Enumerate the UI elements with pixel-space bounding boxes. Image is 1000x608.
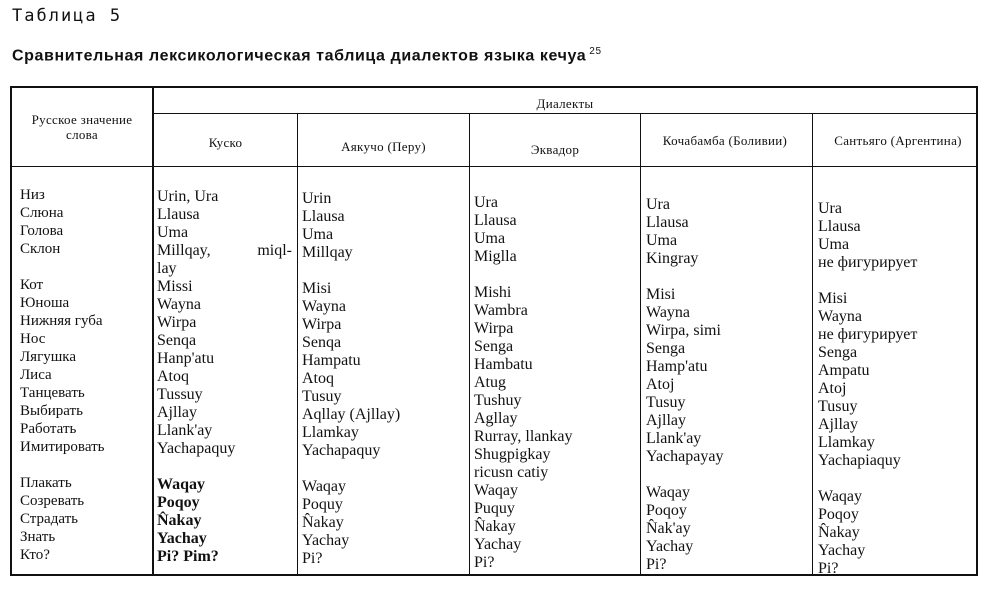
santiago-row: Tusuy — [818, 398, 858, 415]
ecuador-row: Waqay — [474, 482, 519, 499]
cusco-row: Poqoy — [157, 494, 200, 511]
col-sep-ecuador — [640, 114, 641, 576]
header-ayacucho: Аякучо (Перу) — [341, 139, 426, 154]
cochabamba-row: Hamp'atu — [646, 358, 708, 375]
column-ecuador — [474, 194, 572, 572]
santiago-row: Ajllay — [818, 416, 858, 433]
cochabamba-row: Llank'ay — [646, 430, 702, 447]
ru-row: Кот — [20, 277, 44, 293]
ru-row: Знать — [20, 529, 56, 545]
ecuador-row: Tushuy — [474, 392, 522, 409]
cusco-row: Wirpa — [157, 314, 197, 331]
header-santiago: Сантьяго (Аргентина) — [834, 133, 962, 148]
ru-row: Танцевать — [20, 385, 85, 401]
cusco-row: Llausa — [157, 206, 200, 223]
cochabamba-row: Senga — [646, 340, 686, 357]
ru-row: Лиса — [20, 367, 52, 383]
ru-row: Слюна — [20, 205, 64, 221]
cochabamba-row: Yachay — [646, 538, 694, 555]
ayacucho-row: Millqay — [302, 244, 353, 261]
ecuador-row: ricusn catiy — [474, 464, 549, 481]
ayacucho-row: Senqa — [302, 334, 342, 351]
santiago-row: Misi — [818, 290, 848, 307]
ru-row: Низ — [20, 187, 45, 203]
cusco-row: Atoq — [157, 368, 189, 385]
footnote-ref: 25 — [589, 46, 602, 57]
ru-row: Страдать — [20, 511, 79, 527]
cochabamba-row: Waqay — [646, 484, 691, 501]
cusco-row: Urin, Ura — [157, 188, 219, 205]
cusco-row: Yachay — [157, 530, 207, 547]
table-top-border — [10, 86, 978, 88]
cochabamba-row: Misi — [646, 286, 676, 303]
ecuador-row: Pi? — [474, 554, 495, 571]
ru-row: Нос — [20, 331, 46, 347]
ayacucho-row: Uma — [302, 226, 334, 243]
ru-row: Работать — [20, 421, 77, 437]
cochabamba-row: Kingray — [646, 250, 699, 267]
ru-row: Юноша — [20, 295, 70, 311]
ru-row: Нижняя губа — [20, 313, 103, 329]
cusco-row-split — [157, 242, 292, 260]
santiago-row: Pi? — [818, 560, 839, 577]
ecuador-row: Shugpigkay — [474, 446, 551, 463]
column-russian — [20, 186, 105, 564]
ecuador-row: Wirpa — [474, 320, 514, 337]
cochabamba-row: Pi? — [646, 556, 667, 573]
col-sep-cusco — [297, 114, 298, 576]
ru-row: Кто? — [20, 547, 50, 563]
column-ayacucho — [302, 190, 400, 568]
cochabamba-row: Tusuy — [646, 394, 686, 411]
ecuador-row: Senga — [474, 338, 514, 355]
cusco-row: Waqay — [157, 476, 206, 493]
cochabamba-row: Yachapayay — [646, 448, 724, 465]
ayacucho-row: Urin — [302, 190, 332, 207]
santiago-row: N̂akay — [818, 524, 860, 541]
comparison-table — [10, 86, 978, 578]
cochabamba-row: Ura — [646, 196, 670, 213]
cusco-row: Ajllay — [157, 404, 197, 421]
table-left-border — [10, 86, 12, 576]
cochabamba-row: Atoj — [646, 376, 675, 393]
cusco-row: Wayna — [157, 296, 202, 313]
cusco-row: Tussuy — [157, 386, 203, 403]
cochabamba-row: Llausa — [646, 214, 689, 231]
column-santiago — [818, 200, 917, 578]
cusco-row: Pi? Pim? — [157, 548, 219, 565]
header-dialects: Диалекты — [536, 96, 594, 111]
header-cochabamba: Кочабамба (Боливии) — [662, 133, 788, 148]
cochabamba-row: Wirpa, simi — [646, 322, 721, 339]
cochabamba-row: N̂ak'ay — [646, 520, 691, 537]
santiago-row: Wayna — [818, 308, 863, 325]
cusco-word: miql- — [257, 242, 292, 259]
cusco-row: Missi — [157, 278, 193, 295]
cochabamba-row: Wayna — [646, 304, 691, 321]
col-sep-cochabamba — [812, 114, 813, 576]
ecuador-row: Miglla — [474, 248, 517, 265]
ru-row: Лягушка — [20, 349, 76, 365]
ecuador-row: N̂akay — [474, 518, 516, 535]
ecuador-row: Agllay — [474, 410, 518, 427]
header-ecuador: Эквадор — [530, 142, 580, 157]
santiago-row: Senga — [818, 344, 858, 361]
cusco-row: N̂akay — [157, 512, 202, 529]
ru-row: Голова — [20, 223, 64, 239]
ayacucho-row: Wayna — [302, 298, 347, 315]
table-right-border — [976, 86, 978, 576]
santiago-row: Atoj — [818, 380, 847, 397]
ayacucho-row: Llausa — [302, 208, 345, 225]
col-sep-meaning — [152, 86, 154, 576]
ecuador-row: Puquy — [474, 500, 515, 517]
header-bottom-line — [10, 166, 976, 167]
col-sep-ayacucho — [469, 114, 470, 576]
cusco-row: Yachapaquy — [157, 440, 236, 457]
santiago-row: Llausa — [818, 218, 861, 235]
ayacucho-row: Hampatu — [302, 352, 361, 369]
ecuador-row: Ura — [474, 194, 498, 211]
ecuador-row: Hambatu — [474, 356, 533, 373]
ayacucho-row: Tusuy — [302, 388, 342, 405]
cochabamba-row: Uma — [646, 232, 678, 249]
ayacucho-row: Waqay — [302, 478, 347, 495]
ru-row: Имитировать — [20, 439, 105, 455]
santiago-row: не фигурирует — [818, 326, 918, 343]
ayacucho-row: Atoq — [302, 370, 334, 387]
table-caption — [12, 46, 602, 65]
ayacucho-row: Yachapaquy — [302, 442, 381, 459]
ecuador-row: Llausa — [474, 212, 517, 229]
cochabamba-row: Poqoy — [646, 502, 687, 519]
santiago-row: Ura — [818, 200, 842, 217]
ayacucho-row: N̂akay — [302, 514, 344, 531]
column-cochabamba — [646, 196, 723, 574]
santiago-row: Yachapiaquy — [818, 452, 901, 469]
cochabamba-row: Ajllay — [646, 412, 686, 429]
cusco-row: Uma — [157, 224, 189, 241]
caption-text: Сравнительная лексикологическая таблица диалектов языка кечуа — [12, 47, 587, 65]
ayacucho-row: Poquy — [302, 496, 343, 513]
santiago-row: Llamkay — [818, 434, 875, 451]
column-cusco — [157, 188, 292, 566]
ru-row: Склон — [20, 241, 61, 257]
header-cusco: Куско — [208, 135, 243, 150]
ecuador-row: Mishi — [474, 284, 512, 301]
santiago-row: Ampatu — [818, 362, 870, 379]
ayacucho-row: Misi — [302, 280, 332, 297]
cusco-row: lay — [157, 260, 177, 277]
ru-row: Плакать — [20, 475, 72, 491]
santiago-row: Yachay — [818, 542, 866, 559]
cusco-word: Millqay, — [157, 242, 211, 259]
dialects-underline — [154, 113, 976, 114]
santiago-row: Waqay — [818, 488, 863, 505]
ru-row: Выбирать — [20, 403, 83, 419]
cusco-row: Llank'ay — [157, 422, 213, 439]
ayacucho-row: Aqllay (Ajllay) — [302, 406, 401, 423]
ayacucho-row: Wirpa — [302, 316, 342, 333]
ayacucho-row: Yachay — [302, 532, 350, 549]
santiago-row: Uma — [818, 236, 850, 253]
header-meaning: Русское значение слова — [31, 112, 133, 142]
cusco-row: Hanp'atu — [157, 350, 215, 367]
santiago-row: Poqoy — [818, 506, 859, 523]
cusco-row: Senqa — [157, 332, 197, 349]
santiago-row: не фигурирует — [818, 254, 918, 271]
ecuador-row: Atug — [474, 374, 506, 391]
ayacucho-row: Pi? — [302, 550, 323, 567]
ecuador-row: Uma — [474, 230, 506, 247]
ecuador-row: Yachay — [474, 536, 522, 553]
ecuador-row: Rurray, llankay — [474, 428, 573, 445]
ayacucho-row: Llamkay — [302, 424, 359, 441]
table-label: Таблица 5 — [12, 6, 123, 26]
ru-row: Созревать — [20, 493, 85, 509]
ecuador-row: Wambra — [474, 302, 528, 319]
